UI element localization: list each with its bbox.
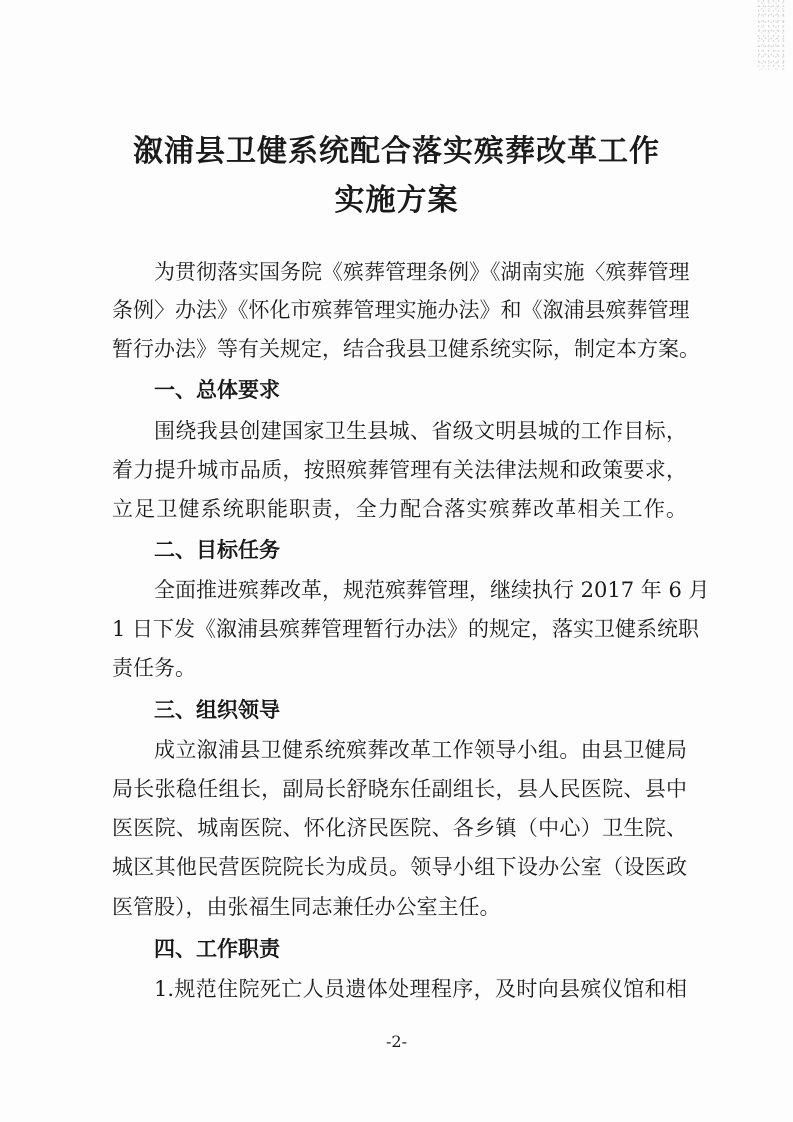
section-1-line-2: 着力提升城市品质，按照殡葬管理有关法律法规和政策要求， <box>112 458 687 482</box>
document-title-line-1: 溆浦县卫健系统配合落实殡葬改革工作 <box>133 134 660 169</box>
section-4-line-1: 1.规范住院死亡人员遗体处理程序，及时向县殡仪馆和相 <box>154 977 687 1001</box>
section-heading-work-duties: 四、工作职责 <box>154 937 280 961</box>
section-3-line-2: 局长张稳任组长，副局长舒晓东任副组长，县人民医院、县中 <box>112 777 687 801</box>
section-heading-overall-requirements: 一、总体要求 <box>154 378 280 402</box>
intro-line-2: 条例〉办法》《怀化市殡葬管理实施办法》和《溆浦县殡葬管理 <box>112 298 690 322</box>
section-3-line-1: 成立溆浦县卫健系统殡葬改革工作领导小组。由县卫健局 <box>154 738 687 762</box>
document-title-line-2: 实施方案 <box>334 183 459 218</box>
section-heading-goals-tasks: 二、目标任务 <box>154 538 280 562</box>
section-3-line-3: 医医院、城南医院、怀化济民医院、各乡镇（中心）卫生院、 <box>112 816 687 840</box>
section-3-line-4: 城区其他民营医院院长为成员。领导小组下设办公室（设医政 <box>112 855 687 879</box>
page-number: -2- <box>386 1032 407 1051</box>
section-2-line-2: 1 日下发《溆浦县殡葬管理暂行办法》的规定，落实卫健系统职 <box>112 617 700 641</box>
intro-line-3: 暂行办法》等有关规定，结合我县卫健系统实际，制定本方案。 <box>112 337 700 361</box>
section-2-line-3: 责任务。 <box>112 656 196 680</box>
section-1-line-1: 围绕我县创建国家卫生县城、省级文明县城的工作目标， <box>154 419 687 443</box>
section-heading-organization-leadership: 三、组织领导 <box>154 698 280 722</box>
intro-line-1: 为贯彻落实国务院《殡葬管理条例》《湖南实施〈殡葬管理 <box>154 260 690 284</box>
scan-artifact <box>757 0 785 70</box>
section-2-line-1: 全面推进殡葬改革，规范殡葬管理，继续执行 2017 年 6 月 <box>154 578 710 602</box>
section-3-line-5: 医管股），由张福生同志兼任办公室主任。 <box>112 895 501 919</box>
section-1-line-3: 立足卫健系统职能职责，全力配合落实殡葬改革相关工作。 <box>112 497 687 521</box>
